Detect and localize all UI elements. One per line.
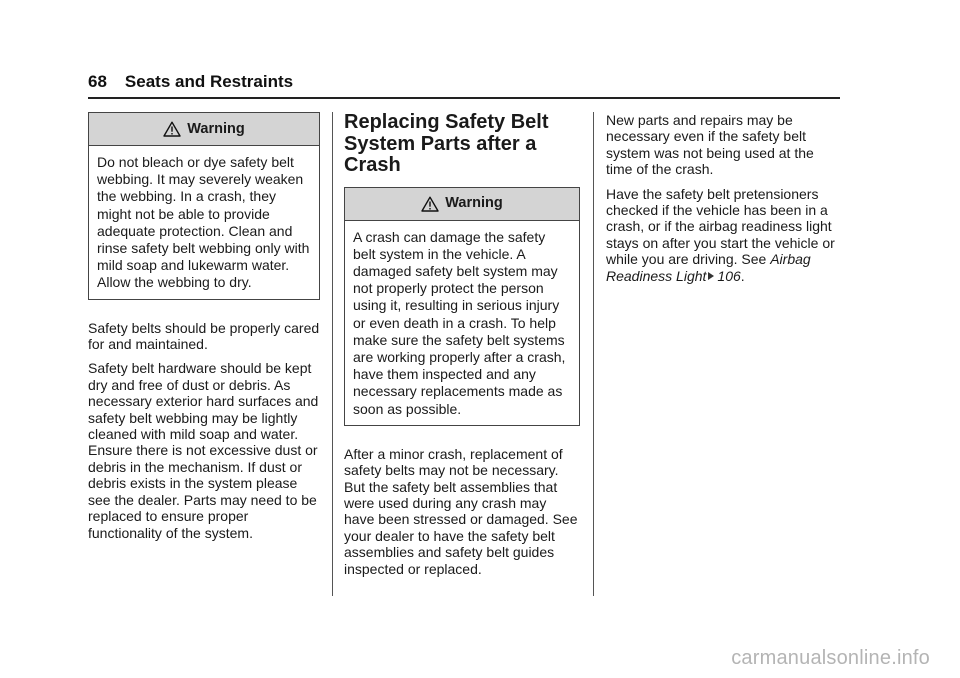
reference-page-number[interactable]: 106 [717,267,741,284]
paragraph-end: . [740,267,745,284]
warning-triangle-icon [421,196,439,212]
warning-triangle-icon [163,121,181,137]
paragraph: After a minor crash, replacement of safety belts may not be necessary. But the safety belt assemblies that were used during any crash may have been stressed or damaged. See your dealer to have the safety belt assemblies and safety belt guides inspected or replaced. [344,445,578,577]
section-title: Seats and Restraints [124,72,294,91]
paragraph: New parts and repairs may be necessary even if the safety belt system was not being used at the time of the crash. [606,112,814,178]
warning-box-1 [88,112,320,300]
paragraph-text: Have the safety belt pretensioners checked if the vehicle has been in a crash, or if the airbag readiness light stays on after you start the vehicle or while you are driving. See [606,185,835,268]
warning-title: Warning [187,120,245,137]
paragraph: Safety belts should be properly cared for and maintained. [88,319,320,353]
warning-box-2 [344,187,580,426]
warning-header [89,113,319,146]
column-divider-1 [332,112,333,596]
watermark: carmanualsonline.info [731,647,930,669]
page-number: 68 [88,72,107,91]
column-3 [606,112,840,292]
warning-text: Do not bleach or dye safety belt webbing. It may severely weaken the webbing. In a crash, they might not be able to provide adequate protection. Clean and rinse safety belt webbing only with mild soap and lukewarm water. Allow the webbing to dry. [97,154,310,291]
column-1 [88,112,320,549]
column-2 [344,112,580,585]
page-header [88,72,840,92]
warning-header [345,188,579,221]
section-heading: Replacing Safety Belt System Parts after a Crash [344,111,549,176]
cross-reference-link[interactable]: Airbag Readiness Light [606,251,811,284]
warning-text: A crash can damage the safety belt system in the vehicle. A damaged safety belt system may not properly protect the person using it, resulting in serious injury or even death in a crash. To help make sure the safety belt systems are working properly after a crash, have them inspected and any necessary replacements made as soon as possible. [353,228,566,417]
warning-title: Warning [445,195,503,212]
page-reference-arrow-icon [708,272,714,280]
paragraph: Safety belt hardware should be kept dry and free of dust or debris. As necessary exterior hard surfaces and safety belt webbing may be lightly cleaned with mild soap and water. Ensure there is not excessive dust or debris in the mechanism. If dust or debris exists in the system please see the dealer. Parts may need to be replaced to ensure proper functionality of the system. [88,360,319,541]
paragraph-with-reference [606,186,840,284]
header-rule [88,97,840,99]
column-divider-2 [593,112,594,596]
